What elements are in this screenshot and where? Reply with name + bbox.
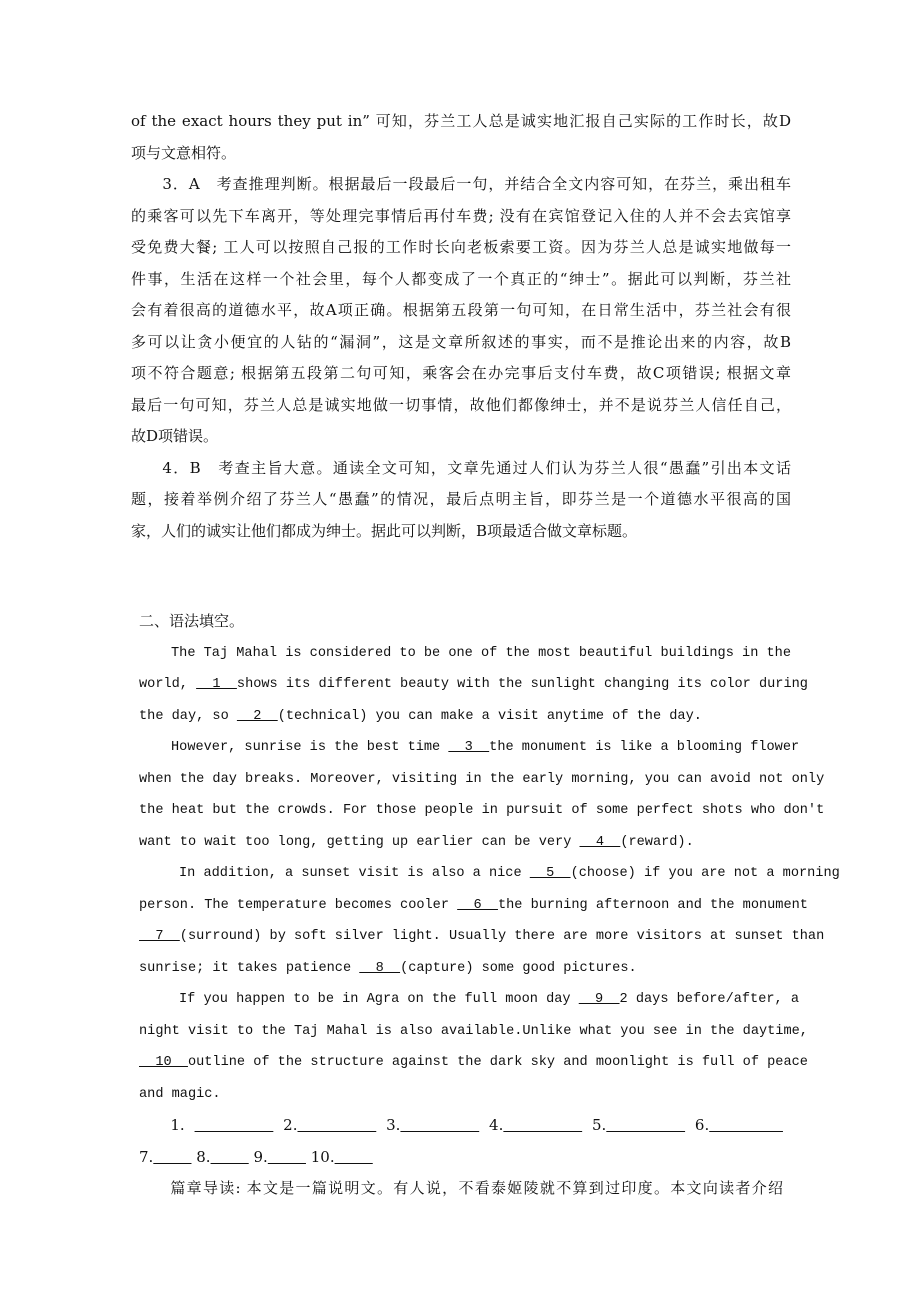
text-line — [139, 638, 791, 670]
text-segment: In addition, a sunset visit is also a nice — [179, 866, 530, 881]
text-line — [139, 890, 808, 922]
text-line — [139, 795, 825, 827]
answer-blank — [709, 1116, 783, 1134]
text-line — [139, 921, 825, 953]
text-line — [139, 1110, 783, 1142]
text-segment: 多可以让贪小便宜的人钻的“漏洞”，这是文章所叙述的事实，而不是推论出来的内容，故B — [131, 332, 791, 351]
answer-blank — [153, 1148, 191, 1166]
text-segment: However, sunrise is the best time — [171, 740, 449, 755]
answer-blank: 9 — [578, 992, 620, 1007]
text-line — [139, 827, 783, 859]
answer-blank — [211, 1148, 249, 1166]
text-segment: shows its different beauty with the sunlight changing its color during — [236, 677, 808, 692]
text-segment: 5. — [582, 1116, 607, 1134]
text-segment: 1. — [170, 1116, 195, 1134]
text-segment: world, — [139, 677, 197, 692]
answer-blank: 1 — [196, 677, 237, 692]
text-line — [139, 858, 840, 890]
text-segment: The Taj Mahal is considered to be one of the most beautiful buildings in the — [171, 645, 791, 661]
grammar-fill-section — [139, 606, 840, 1205]
text-segment: night visit to the Taj Mahal is also available.Unlike what you see in the daytime, — [139, 1023, 808, 1039]
text-segment: 项与文意相符。 — [131, 143, 237, 162]
text-segment: the monument is like a blooming flower — [489, 740, 800, 755]
text-line — [139, 984, 799, 1016]
text-segment: 7. — [139, 1147, 154, 1166]
text-line — [131, 295, 791, 327]
text-line — [131, 232, 791, 264]
text-line — [139, 1079, 783, 1111]
text-segment: 项不符合题意; 根据第五段第二句可知，乘客会在办完事后支付车费，故C项错误; 根据文章 — [131, 364, 791, 382]
text-segment: (reward). — [620, 834, 694, 850]
section-heading: 二、语法填空。 — [139, 612, 245, 630]
text-line — [131, 453, 791, 485]
text-line — [139, 732, 800, 764]
answer-blank: 5 — [529, 866, 571, 881]
text-segment: 3．A 考查推理判断。根据最后一段最后一句，并结合全文内容可知，在芬兰，乘出租车 — [162, 175, 791, 193]
text-line — [139, 1016, 808, 1048]
text-line — [139, 953, 783, 985]
text-segment: person. The temperature becomes cooler — [139, 897, 458, 913]
answer-blank — [606, 1116, 685, 1134]
text-segment: 6. — [685, 1116, 710, 1134]
text-line — [131, 390, 791, 422]
text-segment: 题，接着举例介绍了芬兰人“愚蠢”的情况，最后点明主旨，即芬兰是一个道德水平很高的国 — [131, 490, 791, 508]
text-segment: outline of the structure against the dark sky and moonlight is full of peace — [187, 1055, 808, 1070]
text-segment: the burning afternoon and the monument — [497, 897, 808, 913]
text-segment: 8. — [191, 1147, 211, 1166]
text-segment: If you happen to be in Agra on the full moon day — [179, 992, 579, 1007]
text-segment: want to wait too long, getting up earlier can be very — [139, 834, 580, 850]
text-line — [139, 1047, 808, 1079]
text-segment: 故D项错误。 — [131, 427, 219, 445]
answer-blank: 8 — [359, 960, 401, 976]
text-segment: 的乘客可以先下车离开，等处理完事情后再付车费; 没有在宾馆登记入住的人并不会去宾馆享 — [131, 206, 791, 225]
text-line — [139, 1142, 783, 1174]
text-line — [131, 516, 791, 548]
text-line — [131, 106, 791, 138]
text-line — [131, 327, 791, 359]
answer-blank — [335, 1148, 373, 1166]
answer-blank — [400, 1116, 479, 1134]
text-line — [139, 669, 808, 701]
text-line — [139, 764, 825, 796]
text-line — [131, 358, 791, 390]
answer-blank — [503, 1116, 582, 1134]
answer-blank: 10 — [139, 1055, 188, 1070]
answer-blank — [298, 1116, 377, 1134]
text-line — [131, 421, 791, 453]
answer-blank: 6 — [457, 897, 498, 913]
answer-blank: 7 — [139, 929, 180, 944]
text-segment: and magic. — [139, 1086, 221, 1102]
text-segment: 4. — [479, 1116, 504, 1134]
answer-blank — [268, 1148, 306, 1166]
text-segment: 2. — [273, 1116, 298, 1134]
text-line — [131, 484, 791, 516]
text-segment: of the exact hours they put in” 可知，芬兰工人总是诚实地汇报自己实际的工作时长，故D — [131, 112, 791, 130]
text-line — [139, 1173, 783, 1205]
text-segment: the heat but the crowds. For those people in pursuit of some perfect shots who don't — [139, 803, 825, 818]
answer-blank: 4 — [579, 834, 621, 850]
text-line — [131, 201, 791, 233]
text-segment: 最后一句可知，芬兰人总是诚实地做一切事情，故他们都像绅士，并不是说芬兰人信任自己， — [131, 395, 791, 414]
text-segment: 3. — [376, 1116, 401, 1134]
answer-blank: 3 — [448, 740, 490, 755]
text-line — [131, 264, 791, 296]
text-segment: 受免费大餐; 工人可以按照自己报的工作时长向老板索要工资。因为芬兰人总是诚实地做每一 — [131, 238, 791, 256]
text-segment: 9. — [248, 1147, 268, 1166]
text-segment: 2 days before/after, a — [619, 992, 799, 1007]
text-segment: the day, so — [139, 708, 237, 724]
text-segment: 10. — [305, 1147, 335, 1166]
text-segment: 件事，生活在这样一个社会里，每个人都变成了一个真正的“绅士”。据此可以判断，芬兰社 — [131, 269, 791, 288]
text-segment: 家，人们的诚实让他们都成为绅士。据此可以判断，B项最适合做文章标题。 — [131, 521, 638, 540]
answer-explanations — [131, 106, 791, 547]
text-segment: (technical) you can make a visit anytime of the day. — [277, 708, 702, 724]
text-segment: sunrise; it takes patience — [139, 960, 360, 976]
text-segment: when the day breaks. Moreover, visiting in the early morning, you can avoid not only — [139, 771, 825, 787]
text-segment: 4．B 考查主旨大意。通读全文可知，文章先通过人们认为芬兰人很“愚蠢”引出本文话 — [162, 458, 791, 477]
text-segment: 篇章导读: 本文是一篇说明文。有人说，不看泰姬陵就不算到过印度。本文向读者介绍 — [170, 1179, 783, 1197]
text-segment: (surround) by soft silver light. Usually there are more visitors at sunset than — [179, 929, 825, 944]
text-segment: (capture) some good pictures. — [400, 960, 637, 976]
text-line — [131, 169, 791, 201]
text-segment: 会有着很高的道德水平，故A项正确。根据第五段第一句可知，在日常生活中，芬兰社会有很 — [131, 301, 791, 319]
text-segment: (choose) if you are not a morning — [570, 866, 840, 881]
answer-blank: 2 — [236, 708, 278, 724]
text-line — [131, 138, 791, 170]
text-line — [139, 701, 783, 733]
answer-blank — [195, 1116, 274, 1134]
